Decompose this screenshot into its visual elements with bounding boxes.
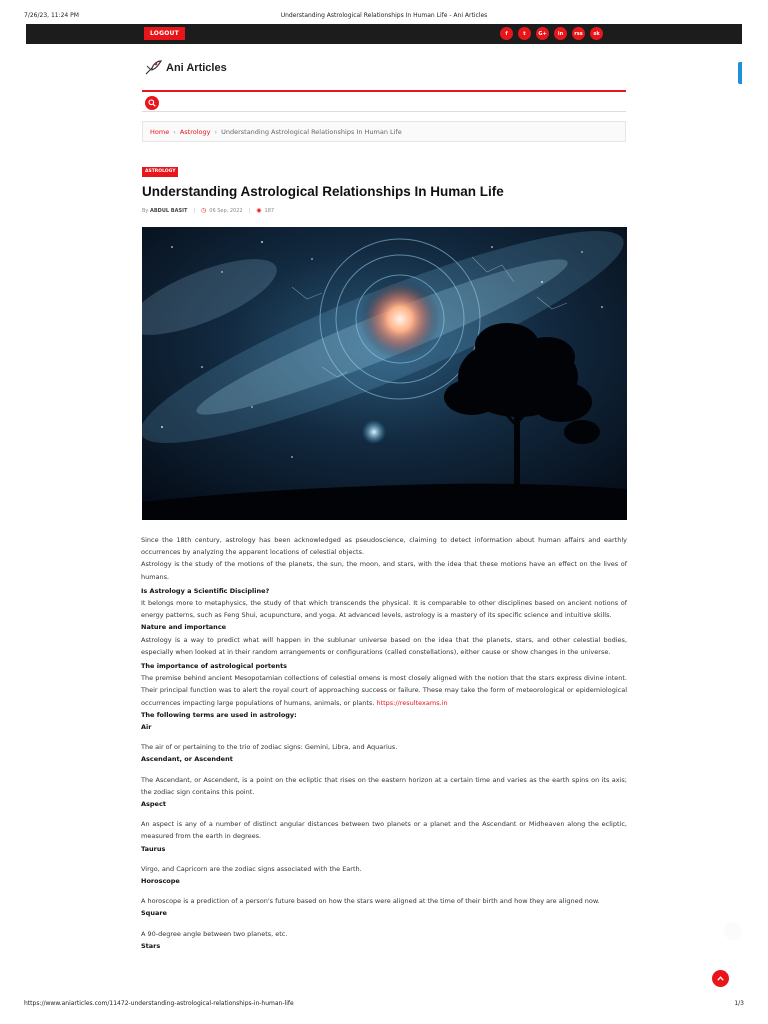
section-heading: The importance of astrological portents [141, 662, 288, 671]
site-logo[interactable] [144, 60, 227, 76]
chevron-up-icon [717, 976, 724, 981]
print-header [24, 12, 744, 22]
term-definition: An aspect is any of a number of distinct angular distances between two planets or a planet and the Ascendant or Midheaven along the ecliptic, measured from the earth in degrees. [141, 820, 627, 841]
top-bar [26, 24, 742, 44]
author-link[interactable]: ABDUL BASIT [149, 207, 188, 214]
term-definition: A 90-degree angle between two planets, etc. [141, 929, 288, 938]
category-badge[interactable]: ASTROLOGY [142, 167, 178, 177]
paragraph: Astrology is a way to predict what will happen in the sublunar universe based on the idea that the planets, stars, and other celestial bodies, especially when looked at in their random arrangements or configurations (called constellations), either cause or show changes in the universe. [141, 635, 627, 656]
linkedin-icon[interactable]: in [554, 27, 567, 40]
quill-logo-icon [144, 60, 162, 76]
search-button[interactable] [145, 96, 159, 110]
article-body [141, 534, 627, 952]
term-heading: Taurus [141, 844, 166, 853]
paragraph: It belongs more to metaphysics, the study of that which transcends the physical. It is comparable to other disciplines based on ancient notions of energy patterns, such as Feng Shui, acupuncture, and yoga. At advanced levels, astrology is a mastery of its specific science and intuitive skills. [141, 599, 627, 620]
term-heading: Square [141, 909, 167, 918]
print-url: https://www.aniarticles.com/11472-understanding-astrological-relationships-in-human-life [24, 1000, 294, 1007]
rss-icon[interactable]: rss [572, 27, 585, 40]
term-heading: Stars [141, 941, 161, 950]
facebook-icon[interactable]: f [500, 27, 513, 40]
section-heading: The following terms are used in astrology: [141, 710, 297, 719]
external-link[interactable]: https://resultexams.in [376, 698, 448, 707]
site-name: Ani Articles [166, 62, 227, 74]
side-tab[interactable] [738, 62, 742, 84]
breadcrumb-current: Understanding Astrological Relationships In Human Life [221, 127, 402, 136]
search-bar[interactable] [142, 90, 626, 112]
galaxy-tree-illustration [142, 227, 627, 520]
page-number: 1/3 [734, 1000, 744, 1007]
term-heading: Aspect [141, 800, 166, 809]
paragraph-text: The premise behind ancient Mesopotamian collections of celestial omens is most closely aligned with the notion that the stars express divine intent. Their principal function was to alert the royal court of approaching success or failure. These may take the form of meteorological or epidemiological occurrences impacting large populations of humans, animals, or plants. [141, 674, 627, 707]
print-timestamp: 7/26/23, 11:24 PM [24, 12, 79, 19]
term-heading: Ascendant, or Ascendent [141, 755, 233, 764]
print-footer [24, 1000, 744, 1010]
twitter-icon[interactable]: t [518, 27, 531, 40]
logout-button[interactable]: LOGOUT [144, 27, 185, 40]
eye-icon: ◉ [256, 207, 262, 214]
term-definition: The air of or pertaining to the trio of zodiac signs: Gemini, Libra, and Aquarius. [141, 743, 398, 752]
section-heading: Nature and importance [141, 623, 227, 632]
scroll-to-top-button[interactable] [712, 970, 729, 987]
term-heading: Air [141, 723, 152, 732]
breadcrumb-category[interactable]: Astrology [179, 127, 211, 136]
divider: | [193, 207, 196, 214]
search-icon [148, 99, 156, 107]
term-heading: Horoscope [141, 877, 180, 886]
term-definition: Virgo, and Capricorn are the zodiac signs associated with the Earth. [141, 864, 362, 873]
paragraph: Astrology is the study of the motions of the planets, the sun, the moon, and stars, with the idea that these motions have an effect on the lives of humans. [141, 560, 627, 581]
view-count: 187 [264, 207, 275, 214]
hero-image [142, 227, 627, 520]
term-definition: A horoscope is a prediction of a person's future based on how the stars were aligned at the time of their birth and how they are aligned now. [141, 897, 600, 906]
section-heading: Is Astrology a Scientific Discipline? [141, 586, 270, 595]
paragraph [141, 672, 627, 709]
social-links [500, 27, 603, 40]
print-title: Understanding Astrological Relationships In Human Life - Ani Articles [280, 12, 488, 19]
chevron-right-icon: › [173, 127, 176, 136]
clock-icon: ◷ [201, 207, 207, 214]
by-label: By [142, 207, 149, 214]
divider: | [248, 207, 251, 214]
chevron-right-icon: › [214, 127, 218, 136]
publish-date: 06 Sep, 2022 [209, 207, 243, 214]
google-plus-icon[interactable]: G+ [536, 27, 549, 40]
breadcrumb-home[interactable]: Home [150, 127, 170, 136]
article-meta [142, 207, 274, 214]
floating-button-ghost [724, 922, 742, 940]
paragraph: Since the 18th century, astrology has been acknowledged as pseudoscience, claiming to detect information about human affairs and earthly occurrences by analyzing the apparent locations of celestial objects. [141, 536, 627, 557]
skype-icon[interactable]: sk [590, 27, 603, 40]
breadcrumb [142, 121, 626, 142]
term-definition: The Ascendant, or Ascendent, is a point on the ecliptic that rises on the eastern horizon at a certain time and varies as the earth spins on its axis; the zodiac sign contains this point. [141, 775, 627, 796]
article-title: Understanding Astrological Relationships In Human Life [142, 184, 504, 199]
